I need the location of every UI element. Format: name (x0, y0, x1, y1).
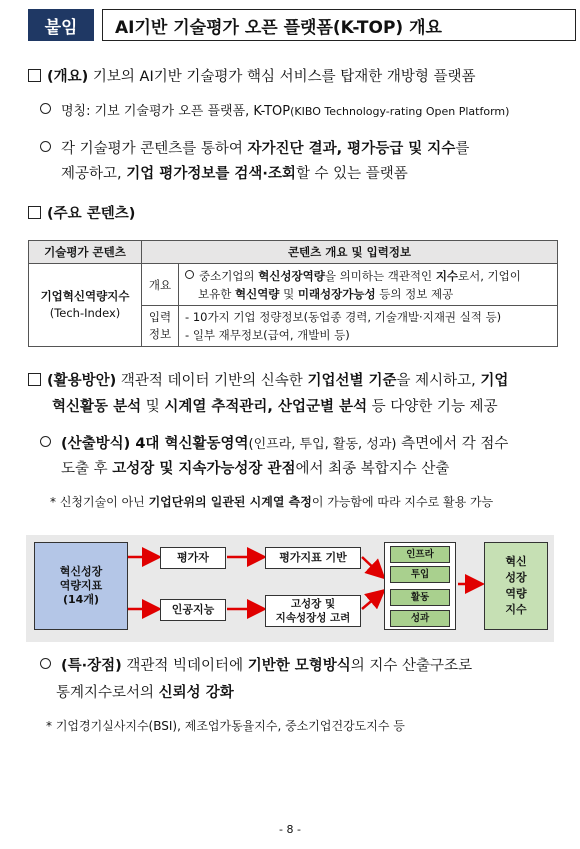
table-cell-input-label: 입력 정보 (142, 306, 179, 347)
section-overview-heading: (개요) 기보의 AI기반 기술평가 핵심 서비스를 탑재한 개방형 플랫폼 (28, 66, 476, 88)
features-note: * 기업경기실사지수(BSI), 제조업가동율지수, 중소기업건강도지수 등 (46, 719, 405, 733)
table-cell-input-info: - 10가지 기업 정량정보(동업종 경력, 기술개발·지재권 실적 등) - 일부 재무정보(급여, 개발비 등) (179, 306, 558, 347)
table-header-overview: 콘텐츠 개요 및 입력정보 (142, 241, 558, 264)
platform-desc-line1: 각 기술평가 콘텐츠를 통하여 자가진단 결과, 평가등급 및 지수를 (40, 138, 469, 160)
ai-node: 인공지능 (160, 599, 226, 621)
section-contents-heading: (주요 콘텐츠) (28, 203, 135, 225)
calc-method-line1: (산출방식) 4대 혁신활동영역(인프라, 투입, 활동, 성과) 측면에서 각 점수 (40, 433, 508, 456)
result-index-node: 혁신 성장 역량 지수 (484, 542, 548, 630)
table-cell-content-name: 기업혁신역량지수 (Tech-Index) (29, 264, 142, 347)
features-line2: 통계지수로서의 신뢰성 강화 (56, 685, 234, 701)
table-header-content: 기술평가 콘텐츠 (29, 241, 142, 264)
platform-name-line: 명칭: 기보 기술평가 오픈 플랫폼, K-TOP(KIBO Technology-rating Open Platform) (40, 101, 509, 123)
page-title: AI기반 기술평가 오픈 플랫폼(K-TOP) 개요 (102, 9, 576, 41)
table-cell-overview-label: 개요 (142, 264, 179, 306)
indicator-node: 혁신성장 역량지표 (14개) (34, 542, 128, 630)
area-activity: 활동 (390, 589, 450, 606)
calc-note: * 신청기술이 아닌 기업단위의 일관된 시계열 측정이 가능함에 따라 지수로 활용 가능 (50, 495, 494, 509)
table-cell-overview: 중소기업의 혁신성장역량을 의미하는 객관적인 지수로서, 기업이 보유한 혁신역량 및 미래성장가능성 등의 정보 제공 (179, 264, 558, 306)
section-usage-line1: (활용방안) 객관적 데이터 기반의 신속한 기업선별 기준을 제시하고, 기업 (28, 370, 508, 392)
arrow-base-to-areas (362, 557, 382, 576)
calc-method-line2: 도출 후 고성장 및 지속가능성장 관점에서 최종 복합지수 산출 (61, 461, 450, 477)
features-line1: (특·장점) 객관적 빅데이터에 기반한 모형방식의 지수 산출구조로 (40, 655, 472, 677)
page-number: - 8 - (279, 823, 301, 836)
section-usage-line2: 혁신활동 분석 및 시계열 추적관리, 산업군별 분석 등 다양한 기능 제공 (52, 399, 498, 415)
attachment-badge: 붙임 (28, 9, 94, 41)
area-infra: 인프라 (390, 546, 450, 563)
indicator-base-node: 평가지표 기반 (265, 547, 361, 569)
area-input: 투입 (390, 566, 450, 583)
platform-desc-line2: 제공하고, 기업 평가정보를 검색·조회할 수 있는 플랫폼 (61, 166, 408, 182)
arrow-growth-to-areas (362, 592, 382, 609)
evaluator-node: 평가자 (160, 547, 226, 569)
area-result: 성과 (390, 610, 450, 627)
growth-node: 고성장 및 지속성장성 고려 (265, 595, 361, 627)
circle-bullet-icon (40, 658, 51, 669)
